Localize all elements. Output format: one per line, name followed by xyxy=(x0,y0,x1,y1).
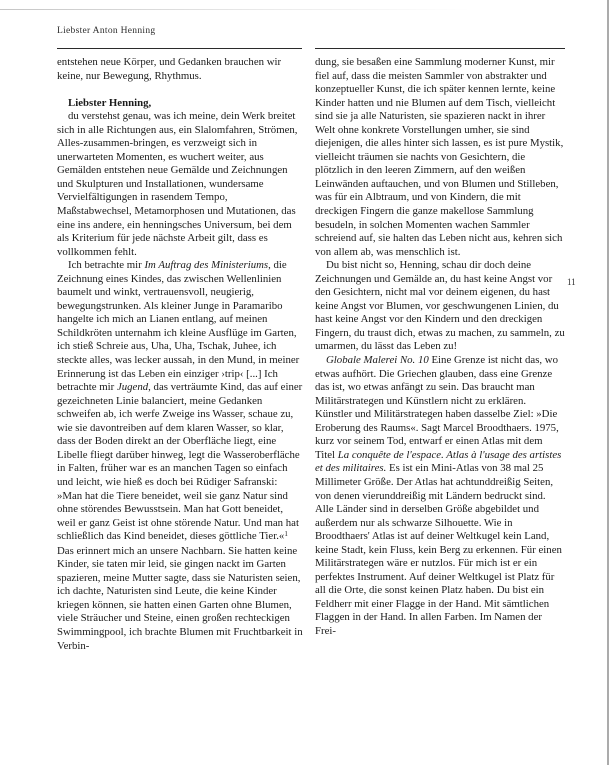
header-rule-right-column xyxy=(315,48,565,49)
running-header: Liebster Anton Henning xyxy=(57,26,156,36)
text-run: Liebster Henning, xyxy=(68,96,152,109)
text-run: La conquête de l'espace. Atlas à l'usage des artistes et des militaires. xyxy=(315,448,562,475)
paragraph xyxy=(57,110,303,259)
paragraph xyxy=(57,259,303,653)
scan-right-edge-line xyxy=(607,0,609,765)
page-number: 11 xyxy=(567,277,576,287)
paragraph xyxy=(315,56,565,259)
paragraph xyxy=(57,97,303,111)
text-run: Ich betrachte mir xyxy=(68,259,145,272)
text-run: , die Zeichnung eines Kindes, das zwischen Wellenlinien baumelt und winkt, vertrauensvoll, neugierig, bewegungstrunken. Als kleiner Junge in Paramaribo hangelte ich mich an Lianen entlang, auf meinen Schildkröten unternahm ich kleine Ausflüge im Garten, ich stieß Schreie aus, Uha, Uha, Tschak, Juhee, ich steckte alles, was lecker aussah, in den Mund, in meiner Erinnerung ist das Leben ein einziger ›trip‹ [...] Ich betrachte mir xyxy=(57,259,300,394)
text-column-right xyxy=(315,56,565,639)
text-run: Im Auftrag des Ministeriums xyxy=(144,259,269,272)
paragraph xyxy=(57,56,303,83)
text-run: Du bist nicht so, Henning, schau dir doch deine Zeichnungen und Gemälde an, du hast keine Angst vor den Gesichtern, nicht mal vor deinem eigenen, du hast keine Angst vor Blumen, vor geschwungenen Linien, du hast keine Angst vor den Kindern und den dreckigen Fingern, du traust dich, etwas zu machen, zu sammeln, zu umarmen, du lässt das Leben zu! xyxy=(315,259,565,353)
text-run: Eine Grenze ist nicht das, wo etwas aufhört. Die Griechen glauben, dass eine Grenze das ist, wo etwas anfängt zu sein. Das braucht man Militärstrategen und Künstlern nicht zu erklären. Künstler und Militärstrategen haben dasselbe Ziel: »Die Eroberung des Raums«. Sagt Marcel Broodthaers. 1975, kurz vor seinem Tod, entwarf er einen Atlas mit dem Titel xyxy=(315,354,559,461)
text-run: Jugend xyxy=(116,381,149,394)
text-run: dung, sie besaßen eine Sammlung moderner Kunst, mir fiel auf, dass die meisten Sammler von abstrakter und konzeptueller Kunst, die ich später kennen lernte, keine Kinder hatten und nie Blumen auf dem Tisch, vielleicht sind sie ja alle Naturisten, sie spazieren nackt in ihrer Welt ohne konkrete Vorstellungen umher, sie sind diejenigen, die alles hinter sich lassen, es ist pure Mystik, vielleicht träumen sie nachts von Gesichtern, die plötzlich in den leeren Zimmern, auf den weißen Leinwänden auftauchen, und von Blumen und Stilleben, was für ein Albtraum, und von Kindern, die mit dreckigen Fingern die ganze makellose Sammlung besudeln, in solchen Momenten wachen Sammler schreiend auf, sie halten das Leben nicht aus, kehren sich von allem ab, was menschlich ist. xyxy=(315,56,564,258)
text-run: du verstehst genau, was ich meine, dein Werk breitet sich in alle Richtungen aus, ein Slalomfahren, Strömen, Alles-zusammen-bringen, es verzweigt sich in unerwarteten Momenten, es wuchert weiter, aus Gemälden entstehen neue Gemälde und Zeichnungen und Skulpturen und Installationen, wundersame Vervielfältigungen in rasendem Tempo, Maßstabwechsel, Metamorphosen und Mutationen, das eine ins andere, ein henningsches Universum, bei dem als Kriterium für jede nächste Arbeit gilt, dass es vollkommen fehlt. xyxy=(57,110,298,258)
text-run: Das erinnert mich an unsere Nachbarn. Sie hatten keine Kinder, sie taten mir leid, sie gingen nackt im Garten spazieren, meine Mutter sagte, dass sie Naturisten seien, ich dachte, Naturisten sind Leute, die keine Kinder kriegen können, sie hatten einen Garten ohne Blumen, viele Sträucher und Steine, einen großen rechteckigen Swimmingpool, ich brachte Blumen mit Fruchtbarkeit in Verbin- xyxy=(57,544,303,652)
header-rule-left-column xyxy=(57,48,302,49)
text-run: Globale Malerei No. 10 xyxy=(326,354,429,367)
scan-top-edge-line xyxy=(0,9,588,10)
footnote-marker: 1 xyxy=(284,529,288,538)
text-column-left xyxy=(57,56,303,653)
paragraph xyxy=(315,259,565,354)
text-run: , das verträumte Kind, das auf einer gezeichneten Linie balanciert, meine Gedanken schweifen ab, ich werfe Zweige ins Wasser, schaue zu, wie sie davontreiben auf dem klaren Wasser, so klar, dass der Boden direkt an der Oberfläche liegt, eine Libelle fliegt darüber hinweg, legt die Wasseroberfläche in Falten, früher war es an manchen Tagen so einfach und leicht, wie hieß es doch bei Rüdiger Safranski: »Man hat die Tiere beneidet, weil sie ganz Natur sind ohne störendes Bewusstsein. Man hat Gott beneidet, weil er ganz Geist ist ohne störende Natur. Und man hat schließlich das Kind beneidet, dieses göttliche Tier.« xyxy=(57,381,303,543)
text-run: Es ist ein Mini-Atlas von 38 mal 25 Millimeter Größe. Der Atlas hat achtunddreißig Seiten, von denen vierunddreißig mit Ländern bedruckt sind. Alle Länder sind in derselben Größe abgebildet und außerdem nur als schwarze Silhouette. Wie in Broodthaers' Atlas ist auf deiner Weltkugel kein Land, keine Stadt, kein Fluss, kein Berg zu erkennen. Für einen Militärstrategen wäre er nutzlos. Für mich ist er ein perfektes Instrument. Auf deiner Weltkugel ist Platz für all die Orte, die sonst keinen Platz haben. Du bist ein Feldherr mit einer Flagge in der Hand. Mit sämtlichen Flaggen in der Hand. In allen Farben. Im Namen der Frei- xyxy=(315,462,562,637)
paragraph xyxy=(315,354,565,638)
text-run: entstehen neue Körper, und Gedanken brauchen wir keine, nur Bewegung, Rhythmus. xyxy=(57,56,282,82)
